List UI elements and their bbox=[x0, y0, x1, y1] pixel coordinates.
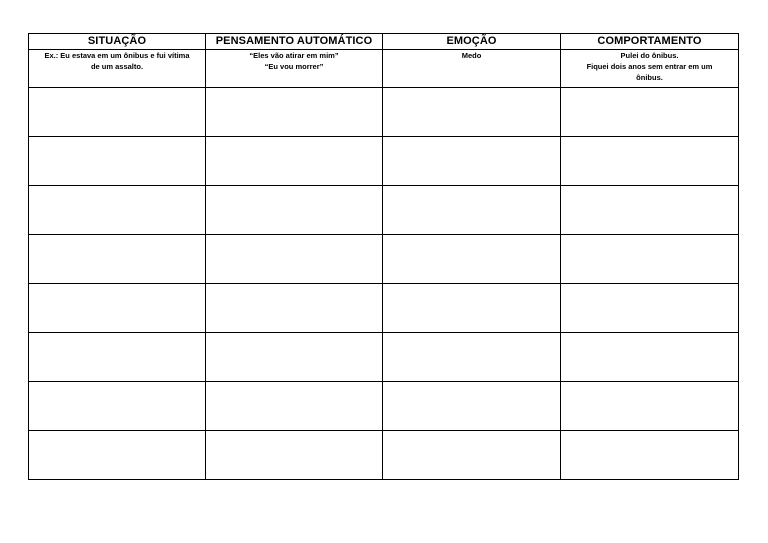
example-situacao-line: de um assalto. bbox=[90, 62, 144, 71]
blank-comportamento-cell[interactable] bbox=[561, 137, 739, 186]
blank-row bbox=[29, 382, 739, 431]
thought-record-table bbox=[28, 33, 739, 480]
blank-situacao-cell[interactable] bbox=[29, 382, 206, 431]
blank-emocao-cell[interactable] bbox=[383, 431, 561, 480]
blank-emocao-cell[interactable] bbox=[383, 382, 561, 431]
blank-emocao-cell[interactable] bbox=[383, 284, 561, 333]
blank-row bbox=[29, 137, 739, 186]
example-comportamento-line: Fiquei dois anos sem entrar em um bbox=[586, 62, 713, 71]
blank-pensamento-cell[interactable] bbox=[206, 186, 383, 235]
blank-comportamento-cell[interactable] bbox=[561, 382, 739, 431]
example-pensamento-cell bbox=[206, 50, 383, 88]
blank-situacao-cell[interactable] bbox=[29, 186, 206, 235]
blank-pensamento-cell[interactable] bbox=[206, 137, 383, 186]
blank-situacao-cell[interactable] bbox=[29, 137, 206, 186]
example-emocao-line: Medo bbox=[461, 51, 482, 60]
example-situacao-cell bbox=[29, 50, 206, 88]
blank-comportamento-cell[interactable] bbox=[561, 186, 739, 235]
blank-pensamento-cell[interactable] bbox=[206, 431, 383, 480]
blank-situacao-cell[interactable] bbox=[29, 235, 206, 284]
blank-emocao-cell[interactable] bbox=[383, 186, 561, 235]
example-comportamento-line: Pulei do ônibus. bbox=[620, 51, 679, 60]
blank-comportamento-cell[interactable] bbox=[561, 88, 739, 137]
blank-row bbox=[29, 186, 739, 235]
example-comportamento-line: ônibus. bbox=[636, 73, 663, 82]
header-pensamento-automatico: PENSAMENTO AUTOMÁTICO bbox=[206, 34, 383, 50]
example-row bbox=[29, 50, 739, 88]
header-emocao: EMOÇÃO bbox=[383, 34, 561, 50]
example-emocao-cell bbox=[383, 50, 561, 88]
blank-row bbox=[29, 333, 739, 382]
blank-pensamento-cell[interactable] bbox=[206, 382, 383, 431]
example-pensamento-line: “Eu vou morrer” bbox=[264, 62, 324, 71]
blank-emocao-cell[interactable] bbox=[383, 333, 561, 382]
blank-pensamento-cell[interactable] bbox=[206, 284, 383, 333]
example-pensamento-line: “Eles vão atirar em mim” bbox=[249, 51, 339, 60]
blank-comportamento-cell[interactable] bbox=[561, 431, 739, 480]
blank-row bbox=[29, 284, 739, 333]
blank-emocao-cell[interactable] bbox=[383, 88, 561, 137]
example-comportamento-cell bbox=[561, 50, 739, 88]
blank-pensamento-cell[interactable] bbox=[206, 88, 383, 137]
blank-situacao-cell[interactable] bbox=[29, 333, 206, 382]
blank-situacao-cell[interactable] bbox=[29, 284, 206, 333]
blank-pensamento-cell[interactable] bbox=[206, 235, 383, 284]
header-row bbox=[29, 34, 739, 50]
blank-comportamento-cell[interactable] bbox=[561, 333, 739, 382]
blank-row bbox=[29, 431, 739, 480]
blank-emocao-cell[interactable] bbox=[383, 137, 561, 186]
header-situacao: SITUAÇÃO bbox=[29, 34, 206, 50]
blank-comportamento-cell[interactable] bbox=[561, 284, 739, 333]
example-situacao-line: Ex.: Eu estava em um ônibus e fui vítima bbox=[44, 51, 190, 60]
thought-record-sheet bbox=[28, 33, 738, 480]
blank-situacao-cell[interactable] bbox=[29, 88, 206, 137]
blank-row bbox=[29, 235, 739, 284]
header-comportamento: COMPORTAMENTO bbox=[561, 34, 739, 50]
blank-emocao-cell[interactable] bbox=[383, 235, 561, 284]
blank-situacao-cell[interactable] bbox=[29, 431, 206, 480]
blank-row bbox=[29, 88, 739, 137]
blank-pensamento-cell[interactable] bbox=[206, 333, 383, 382]
blank-comportamento-cell[interactable] bbox=[561, 235, 739, 284]
